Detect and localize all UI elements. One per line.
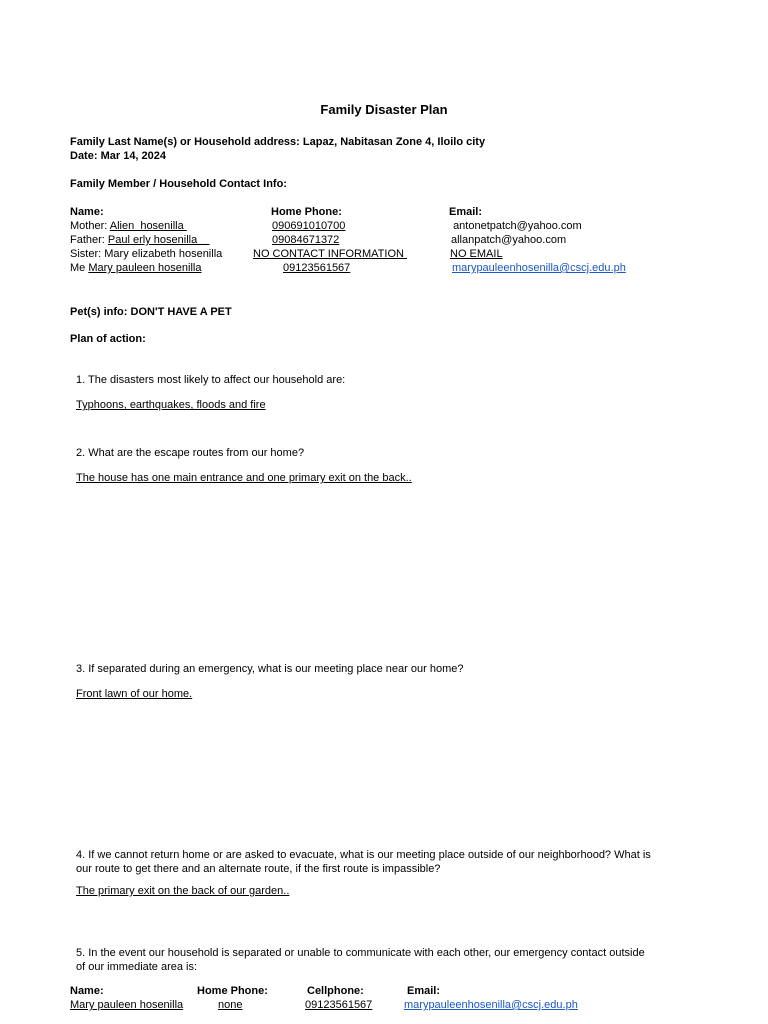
answer-1: Typhoons, earthquakes, floods and fire xyxy=(76,399,266,411)
date-line xyxy=(70,149,166,163)
emergency-cell: 09123561567 xyxy=(305,999,373,1011)
emergency-header-email: Email: xyxy=(407,985,441,997)
contacts-header-phone: Home Phone: xyxy=(271,206,342,218)
contact-phone: 090691010700 xyxy=(272,220,346,232)
contacts-heading: Family Member / Household Contact Info: xyxy=(70,178,287,190)
question-3: 3. If separated during an emergency, what is our meeting place near our home? xyxy=(76,663,464,675)
contact-email: allanpatch@yahoo.com xyxy=(451,234,567,246)
emergency-header-cell: Cellphone: xyxy=(307,985,364,997)
contact-name: Mary elizabeth hosenilla xyxy=(104,248,223,260)
contact-relation: Me xyxy=(70,262,86,274)
contact-name: Paul erly hosenilla xyxy=(107,234,210,246)
contact-row-sister xyxy=(70,247,222,261)
contact-row-mother xyxy=(70,219,187,233)
contact-relation: Mother: xyxy=(70,220,108,232)
answer-3: Front lawn of our home. xyxy=(76,688,193,700)
plan-heading: Plan of action: xyxy=(70,333,146,345)
address-value: Lapaz, Nabitasan Zone 4, Iloilo city xyxy=(302,136,486,148)
page-title: Family Disaster Plan xyxy=(320,102,448,117)
date-value: Mar 14, 2024 xyxy=(100,150,167,162)
contact-email: antonetpatch@yahoo.com xyxy=(453,220,582,232)
question-1: 1. The disasters most likely to affect our household are: xyxy=(76,374,346,386)
contact-phone: NO CONTACT INFORMATION xyxy=(253,248,407,260)
emergency-phone: none xyxy=(218,999,243,1011)
contact-email: NO EMAIL xyxy=(450,248,503,260)
question-4: 4. If we cannot return home or are asked to evacuate, what is our meeting place outside of our neighborhood? What is our route to get there and an alternate route, if the first route is impassible? xyxy=(76,849,651,875)
contact-phone: 09123561567 xyxy=(283,262,351,274)
emergency-email-link[interactable]: marypauleenhosenilla@cscj.edu.ph xyxy=(404,999,578,1011)
contact-name: Alien hosenilla xyxy=(109,220,187,232)
answer-2: The house has one main entrance and one primary exit on the back.. xyxy=(76,472,412,484)
pets-line xyxy=(70,305,232,319)
contact-name: Mary pauleen hosenilla xyxy=(88,262,202,274)
question-5: 5. In the event our household is separated or unable to communicate with each other, our emergency contact outside of our immediate area is: xyxy=(76,947,645,973)
pets-value: DON'T HAVE A PET xyxy=(130,306,232,318)
contact-relation: Sister: xyxy=(70,248,102,260)
pets-label: Pet(s) info: xyxy=(70,306,128,318)
contact-phone: 09084671372 xyxy=(272,234,340,246)
contacts-header-email: Email: xyxy=(449,206,483,218)
emergency-header-name: Name: xyxy=(70,985,104,997)
address-label: Family Last Name(s) or Household address: xyxy=(70,136,300,148)
contact-row-me xyxy=(70,261,201,275)
contacts-header-name: Name: xyxy=(70,206,104,218)
date-label: Date: xyxy=(70,150,98,162)
contact-row-father xyxy=(70,233,209,247)
question-2: 2. What are the escape routes from our home? xyxy=(76,447,305,459)
emergency-name: Mary pauleen hosenilla xyxy=(70,999,184,1011)
household-address-line xyxy=(70,135,485,149)
contact-email-link[interactable]: marypauleenhosenilla@cscj.edu.ph xyxy=(452,262,626,274)
contact-relation: Father: xyxy=(70,234,105,246)
answer-4: The primary exit on the back of our garden.. xyxy=(76,885,290,897)
emergency-header-phone: Home Phone: xyxy=(197,985,268,997)
